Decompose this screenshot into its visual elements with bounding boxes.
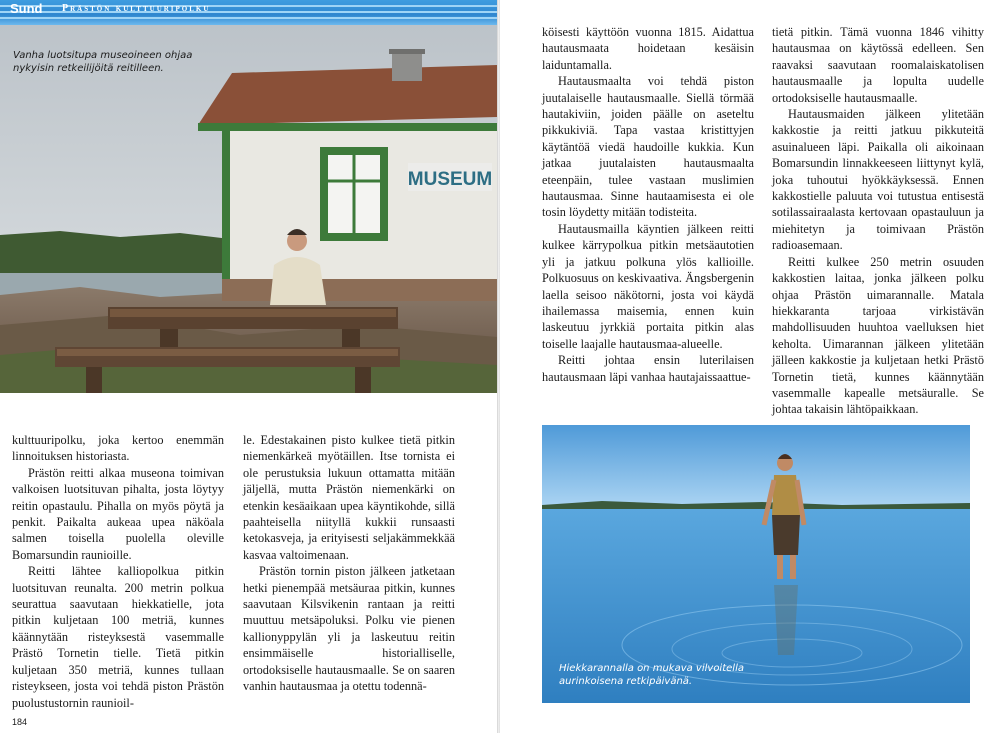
running-header xyxy=(0,0,497,25)
paragraph: Hautausmaiden jälkeen ylitetään kakkostie ja reitti jatkuu pikkuteitä asuinalueen läpi. Paikalla oli aikoinaan Bomarsundin linnakkeeseen liittynyt kylä, joka tuhoutui hyökkäyksessä. Ennen kakkostielle paluuta voi tutustua entisestä sotilassairaalasta kertovaan opastauluun ja miehitetyn ja toimivaan Prästön radioasemaan. xyxy=(772,107,984,253)
beach-photo xyxy=(542,425,970,703)
paragraph: Reitti kulkee 250 metrin osuuden kakkostien laitaa, jonka jälkeen polku ohjaa Prästön uimarannalle. Matala hiekkaranta tarjoaa virkistävän mahdollisuuden huuhtoa vaelluksen hiet keholta. Uimarannan jälkeen ylitetään jälleen kakkostie ja kuljetaan hetki Prästö Tornetin tietä, kunnes käännytään vasemmalle kapealle metsäuralle. Se johtaa takaisin lähtöpaikkaan. xyxy=(772,254,984,417)
paragraph: Prästön tornin piston jälkeen jatketaan hetki pienempää metsäuraa pitkin, kunnes saavutaan Kilsvikenin rantaan ja reitti muuttuu metsäpoluksi. Polku vie pienen kallionyppylän yli ja laskeutuu reitin ensimmäiselle historialliselle, ortodoksiselle hautausmaalle. Se on saaren vanhin hautausmaa ja otettu todennä- xyxy=(243,564,455,694)
beach-caption-line2: aurinkoisena retkipäivänä. xyxy=(559,676,693,687)
museum-caption-line2: nykyisin retkeilijöitä reitilleen. xyxy=(13,63,164,74)
paragraph: Reitti johtaa ensin luterilaisen hautausmaan läpi vanhaa hautajaissaattue- xyxy=(542,353,754,384)
page-number: 184 xyxy=(12,717,28,727)
paragraph: köisesti käyttöön vuonna 1815. Aidattua hautausmaata hoidetaan kesäisin laiduntamalla. xyxy=(542,25,754,72)
museum-caption-line1: Vanha luotsitupa museoineen ohjaa xyxy=(13,50,193,61)
paragraph: Hautausmaalta voi tehdä piston juutalaiselle hautausmaalle. Siellä törmää hautakiviin, joiden päälle on aseteltu pikkukiviä. Tapa vastaa kristittyjen käytäntöä viedä haudoille kukkia. Kun jatkaa juutalaisten hautausmaalta eteenpäin, tulee vastaan muslimien hautausmaa. Sinne hautaamisesta ei ole tosin löydetty mitään todisteita. xyxy=(542,74,754,220)
right-column-2-clip xyxy=(772,24,984,417)
museum-illustration xyxy=(0,25,497,393)
museum-sign: MUSEUM xyxy=(407,169,493,190)
header-title: Prästön kulttuuripolku xyxy=(62,3,211,14)
header-section: Sund xyxy=(10,1,43,16)
right-page xyxy=(500,0,984,733)
beach-caption-line1: Hiekkarannalla on mukava vilvoitella xyxy=(559,663,744,674)
paragraph: le. Edestakainen pisto kulkee tietä pitkin niemenkärkeä myötäillen. Itse tornista ei ole perustuksia lukuun ottamatta mitään jäljellä, mutta Prästön niemenkärki on etenkin kesäaikaan upea käyntikohde, sillä paahteisella niityllä kukkii runsaasti ketokasveja, ja erityisesti seljakämmekkää kasvaa valtoimenaan. xyxy=(243,433,455,562)
museum-photo-caption xyxy=(13,49,192,75)
paragraph: tietä pitkin. Tämä vuonna 1846 vihitty hautausmaa on käytössä edelleen. Sen raavaksi saavutaan roomalaiskatolisen hautausmaalle ja lopulta uudelle ortodoksiselle hautausmaalle. xyxy=(772,25,984,105)
right-column-2 xyxy=(772,24,984,418)
left-column-1 xyxy=(12,432,224,711)
paragraph: kulttuuripolku, joka kertoo enemmän linnoituksen historiasta. xyxy=(12,433,224,464)
paragraph: Hautausmailla käyntien jälkeen reitti kulkee kärrypolkua pitkin metsäautotien yli ja jatkuu polkuna ylös kallioille. Polkuosuus on keskivaativa. Ängsbergenin laella seisoo näkötorni, josta voi käydä ihailemassa maisemia, ennen kuin laskeutuu jyrkkiä portaita pitkin alas toiselle laajalle hautausmaa-alueelle. xyxy=(542,221,754,351)
left-column-2 xyxy=(243,432,455,695)
paragraph: Reitti lähtee kalliopolkua pitkin luotsituvan reunalta. 200 metrin polkua seurattua saavutaan hiekkatielle, jota pitkin kuljetaan 100 metriä, kunnes käännytään risteyksestä vasemmalle Prästö Tornetin tielle. Tietä pitkin kuljetaan 350 metriä, kunnes tullaan risteykseen, josta voi tehdä piston Prästön puolustustornin raunioil- xyxy=(12,564,224,710)
museum-photo xyxy=(0,25,497,393)
beach-photo-caption xyxy=(559,662,744,688)
paragraph: Prästön reitti alkaa museona toimivan valkoisen luotsituvan pihalta, josta löytyy reitin opastaulu. Pihalla on myös pöytä ja penkit. Paikalta aukeaa upea näköala salmen toisella puolella oleville Bomarsundin raunioille. xyxy=(12,465,224,562)
right-column-1 xyxy=(542,24,754,385)
